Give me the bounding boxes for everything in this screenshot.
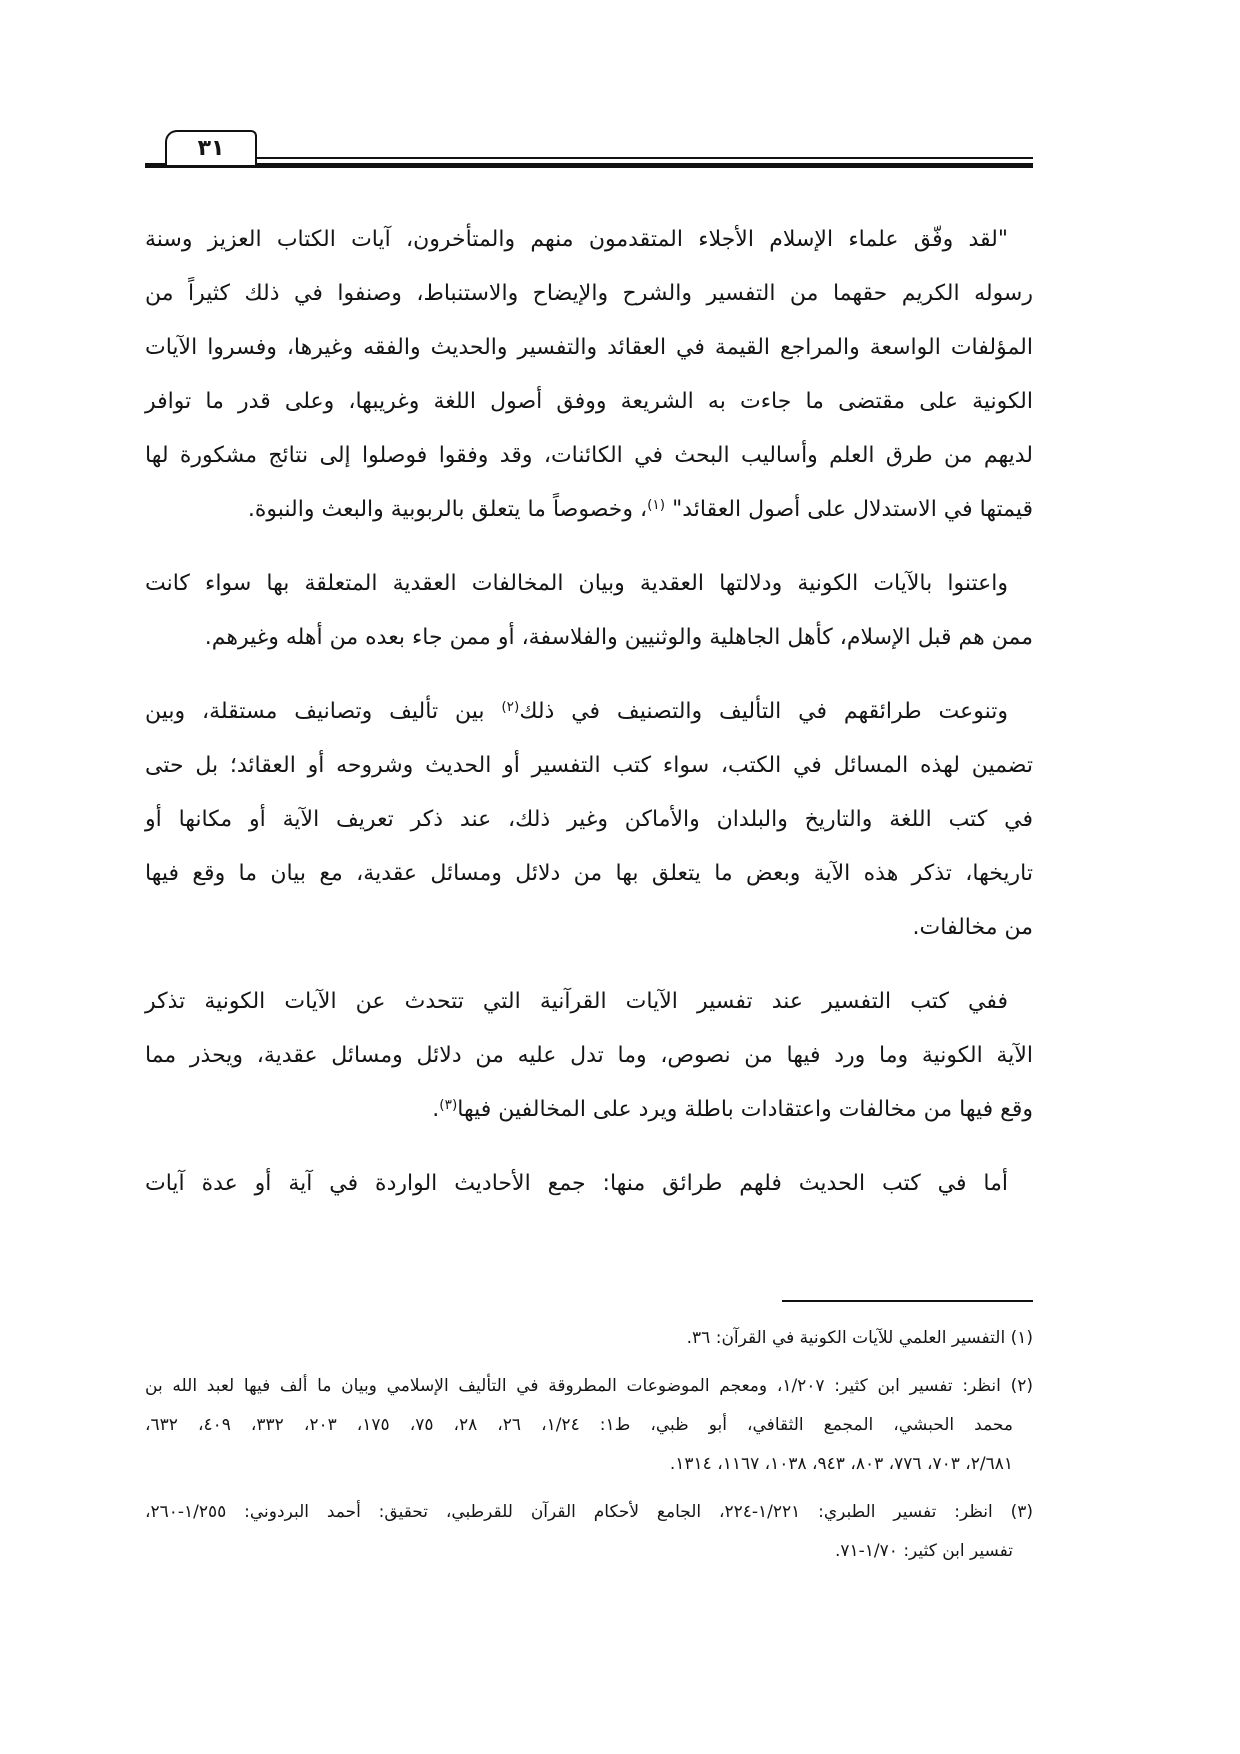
footnote-ref: (١) <box>647 496 666 513</box>
body-line: من مخالفات. <box>912 915 1033 940</box>
paragraph <box>145 975 1033 1137</box>
footnote-separator <box>782 1300 1033 1302</box>
body-line: "لقد وفّق علماء الإسلام الأجلاء المتقدمون منهم والمتأخرون، آيات الكتاب العزيز وسنة <box>145 227 1008 252</box>
body-line: ممن هم قبل الإسلام، كأهل الجاهلية والوثنيين والفلاسفة، أو ممن جاء بعده من أهله وغيرهم. <box>204 625 1033 650</box>
paragraph <box>145 557 1033 665</box>
main-text <box>145 213 1033 1211</box>
body-line: ففي كتب التفسير عند تفسير الآيات القرآنية التي تتحدث عن الآيات الكونية تذكر <box>145 989 1008 1014</box>
paragraph <box>145 213 1033 537</box>
header-rule <box>145 163 1033 168</box>
line-text: وتنوعت طرائقهم في التأليف والتصنيف في ذلك <box>519 699 1008 724</box>
paragraph <box>145 685 1033 955</box>
line-text: بين تأليف وتصانيف مستقلة، وبين <box>145 699 502 724</box>
body-line: تضمين لهذه المسائل في الكتب، سواء كتب التفسير أو الحديث وشروحه أو العقائد؛ بل حتى <box>145 753 1033 778</box>
footnote-line: محمد الحبشي، المجمع الثقافي، أبو ظبي، ط١: ١/٢٤، ٢٦، ٢٨، ٧٥، ١٧٥، ٢٠٣، ٣٣٢، ٤٠٩، ٦٣٢، <box>145 1415 1013 1435</box>
footnotes <box>145 1319 1033 1571</box>
body-line <box>145 685 1033 739</box>
body-line: المؤلفات الواسعة والمراجع القيمة في العقائد والتفسير والحديث والفقه وغيرها، وفسروا الآيات <box>145 335 1033 360</box>
footnote <box>145 1367 1033 1484</box>
header-rule-thin <box>255 157 1033 159</box>
footnote-line: (١) التفسير العلمي للآيات الكونية في القرآن: ٣٦. <box>686 1328 1033 1348</box>
footnote-line: (٢) انظر: تفسير ابن كثير: ١/٢٠٧، ومعجم الموضوعات المطروقة في التأليف الإسلامي وبيان ما ألف فيها لعبد الله بن <box>145 1376 1033 1396</box>
body-line: لديهم من طرق العلم وأساليب البحث في الكائنات، وقد وفقوا فوصلوا إلى نتائج مشكورة لها <box>145 443 1033 468</box>
body-line: أما في كتب الحديث فلهم طرائق منها: جمع الأحاديث الواردة في آية أو عدة آيات <box>145 1171 1008 1196</box>
body-line: رسوله الكريم حقهما من التفسير والشرح والإيضاح والاستنباط، وصنفوا في ذلك كثيراً من <box>145 281 1033 306</box>
body-line: الآية الكونية وما ورد فيها من نصوص، وما تدل عليه من دلائل ومسائل عقدية، ويحذر مما <box>145 1043 1033 1068</box>
footnote-line: (٣) انظر: تفسير الطبري: ١/٢٢١-٢٢٤، الجامع لأحكام القرآن للقرطبي، تحقيق: أحمد البردوني: ١/٢٥٥-٢٦٠، <box>145 1502 1034 1522</box>
footnote-ref: (٣) <box>439 1096 458 1113</box>
line-text: . <box>432 1097 440 1122</box>
page-number: ٣١ <box>165 130 257 165</box>
footnote <box>145 1319 1033 1358</box>
line-text: ، وخصوصاً ما يتعلق بالربوبية والبعث والنبوة. <box>247 497 648 522</box>
body-line: واعتنوا بالآيات الكونية ودلالتها العقدية وبيان المخالفات العقدية المتعلقة بها سواء كانت <box>145 571 1008 596</box>
body-line: الكونية على مقتضى ما جاءت به الشريعة ووفق أصول اللغة وغريبها، وعلى قدر ما توافر <box>145 389 1033 414</box>
footnote-line: تفسير ابن كثير: ١/٧٠-٧١. <box>834 1541 1013 1561</box>
line-text: قيمتها في الاستدلال على أصول العقائد" <box>665 497 1033 522</box>
body-line <box>145 483 1033 537</box>
line-text: وقع فيها من مخالفات واعتقادات باطلة ويرد على المخالفين فيها <box>457 1097 1033 1122</box>
body-line: في كتب اللغة والتاريخ والبلدان والأماكن وغير ذلك، عند ذكر تعريف الآية أو مكانها أو <box>145 807 1033 832</box>
body-line <box>145 1083 1033 1137</box>
footnote-ref: (٢) <box>501 698 520 715</box>
footnote <box>145 1493 1033 1571</box>
footnote-line: ٢/٦٨١، ٧٠٣، ٧٧٦، ٨٠٣، ٩٤٣، ١٠٣٨، ١١٦٧، ١٣١٤. <box>669 1454 1013 1474</box>
paragraph <box>145 1157 1033 1211</box>
body-line: تاريخها، تذكر هذه الآية وبعض ما يتعلق بها من دلائل ومسائل عقدية، مع بيان ما وقع فيها <box>145 861 1033 886</box>
